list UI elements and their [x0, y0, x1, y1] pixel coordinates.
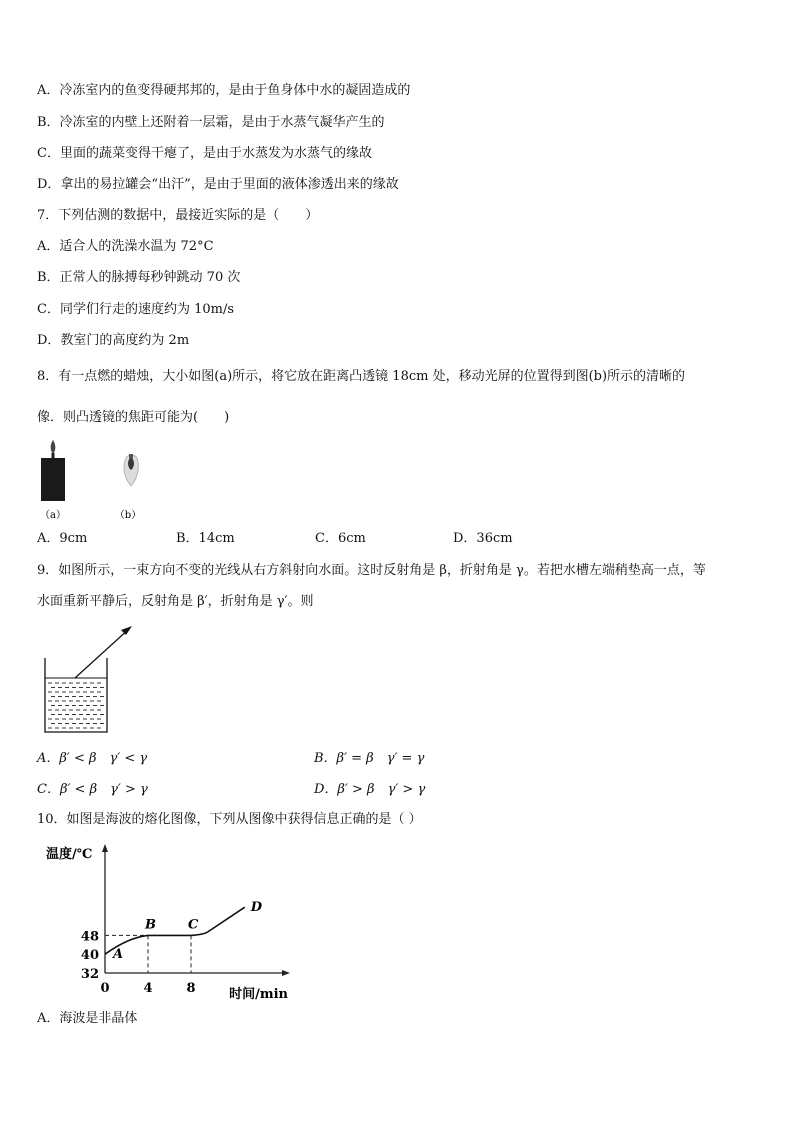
x-axis-label: 时间/min [229, 987, 288, 1002]
inverted-image-icon [124, 454, 138, 486]
fig-b-label: （b） [114, 510, 142, 521]
q7-option-d: D．教室门的高度约为 2m [37, 333, 190, 348]
q9-option-c: C．β′ < β γ′ > γ [37, 782, 148, 797]
q8-option-c: C．6cm [315, 531, 366, 546]
q7-option-b: B．正常人的脉搏每秒钟跳动 70 次 [37, 270, 241, 285]
q9-option-d: D．β′ > β γ′ > γ [314, 782, 426, 797]
q6-option-d: D．拿出的易拉罐会“出汗”，是由于里面的液体渗透出来的缘故 [37, 177, 399, 192]
y-axis-label: 温度/℃ [46, 847, 93, 862]
candle-figure [34, 440, 154, 524]
tank-outline [45, 658, 107, 732]
candle-flame-icon [51, 440, 56, 454]
q9-stem-line2: 水面重新平静后，反射角是 β′，折射角是 γ′。则 [37, 594, 314, 609]
q8-stem-line1: 8．有一点燃的蜡烛，大小如图(a)所示，将它放在距离凸透镜 18cm 处，移动光屏的位置得到图(b)所示的清晰的 [37, 369, 686, 384]
q9-option-b: B．β′ = β γ′ = γ [314, 751, 425, 766]
q8-option-d: D．36cm [453, 531, 513, 546]
candle-body [41, 458, 65, 501]
q6-option-c: C．里面的蔬菜变得干瘪了，是由于水蒸发为水蒸气的缘故 [37, 146, 372, 161]
point-label-b: B [145, 917, 156, 933]
water-pattern [48, 683, 104, 728]
fig-a-label: （a） [40, 510, 66, 521]
q9-options-row-2 [37, 781, 757, 799]
q7-option-a: A．适合人的洗澡水温为 72°C [37, 239, 214, 254]
q8-option-a: A．9cm [37, 531, 88, 546]
y-tick-label: 32 [80, 967, 99, 982]
q6-option-a: A．冷冻室内的鱼变得硬邦邦的，是由于鱼身体中水的凝固造成的 [37, 83, 411, 98]
point-label-a: A [113, 947, 124, 963]
q8-option-b: B．14cm [176, 531, 235, 546]
q9-options-row-1 [37, 750, 757, 768]
x-axis-arrow-icon [282, 970, 290, 976]
q9-option-a: A．β′ < β γ′ < γ [37, 751, 148, 766]
melting-curve-chart [38, 838, 298, 1004]
x-tick-label: 8 [186, 981, 196, 996]
q7-stem: 7．下列估测的数据中，最接近实际的是（ ） [37, 208, 319, 223]
x-tick-label: 4 [143, 981, 153, 996]
melting-curve-line [105, 907, 245, 954]
q6-option-b: B．冷冻室的内壁上还附着一层霜，是由于水蒸气凝华产生的 [37, 115, 385, 130]
point-label-c: C [188, 917, 199, 933]
x-tick-label: 0 [100, 981, 110, 996]
q7-option-c: C．同学们行走的速度约为 10m/s [37, 302, 234, 317]
q9-stem-line1: 9．如图所示，一束方向不变的光线从右方斜射向水面。这时反射角是 β，折射角是 γ。若把水槽左端稍垫高一点，等 [37, 563, 706, 578]
light-ray [75, 628, 130, 678]
q8-options-row [37, 530, 757, 548]
y-tick-label: 48 [80, 929, 99, 945]
point-label-d: D [250, 900, 263, 916]
q10-stem: 10．如图是海波的熔化图像，下列从图像中获得信息正确的是（ ） [37, 812, 422, 827]
water-tank-figure [38, 620, 138, 736]
q10-option-a: A．海波是非晶体 [37, 1011, 138, 1026]
ray-arrow-icon [121, 626, 132, 635]
q8-stem-line2: 像．则凸透镜的焦距可能为( ) [37, 410, 230, 425]
y-tick-label: 40 [80, 948, 99, 964]
y-axis-arrow-icon [102, 844, 108, 852]
